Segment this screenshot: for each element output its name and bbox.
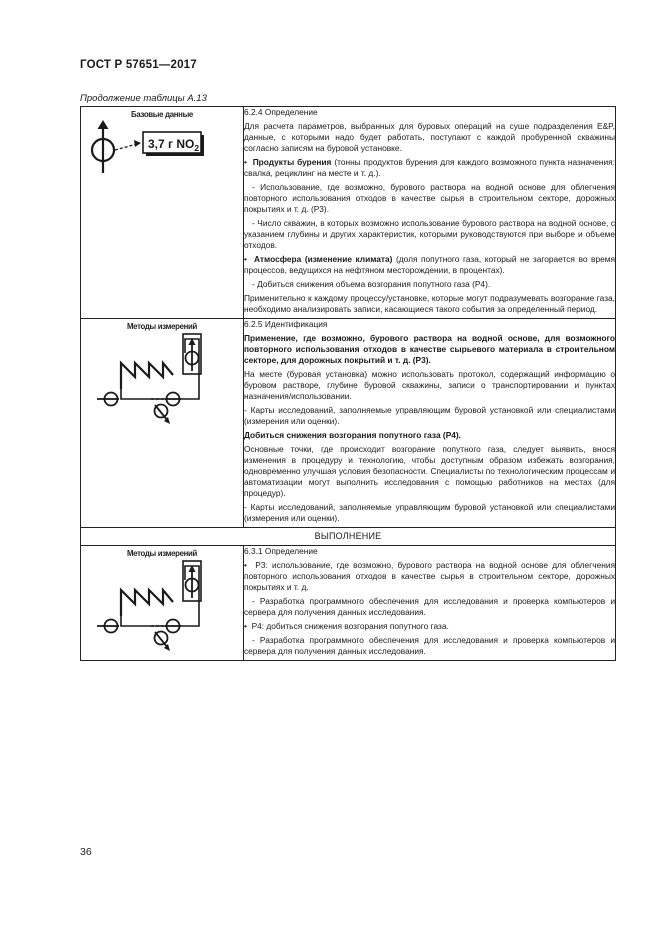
paragraph: - Разработка программного обеспечения для исследования и проверка компьютеров и сервера для получения данных исследования. xyxy=(244,596,615,617)
table-row-base-data xyxy=(81,107,616,319)
page-number: 36 xyxy=(80,846,92,858)
paragraph-bullet: • Атмосфера (изменение климата) (доля попутного газа, который не загорается во время процессов, ведущихся на нефтяном месторождении, в процентах). xyxy=(244,254,615,275)
paragraph: - Добиться снижения объема возгорания попутного газа (Р4). xyxy=(252,279,491,289)
paragraph-bold: Добиться снижения возгорания попутного газа (Р4). xyxy=(244,430,462,440)
data-table xyxy=(80,106,616,661)
measurement-method-diagram xyxy=(81,558,231,654)
diagram-label: Методы измерений xyxy=(126,549,198,558)
standard-header: ГОСТ Р 57651—2017 xyxy=(80,59,197,71)
section-heading: 6.3.1 Определение xyxy=(244,546,318,556)
paragraph-bullet: • Продукты бурения (тонны продуктов бурения для каждого возможного пункта назначения: свалка, рециклинг на месте и т. д.). xyxy=(244,157,615,178)
right-arrowhead-icon xyxy=(134,140,141,147)
sawtooth-signal xyxy=(121,363,173,389)
measurement-method-diagram xyxy=(81,331,231,427)
paragraph: - Число скважин, в которых возможно использование бурового раствора на водной основе, с указанием глубины и других характеристик, которыми руководствуются при выборе и объеме отходов. xyxy=(244,218,615,250)
table-row-identification xyxy=(81,319,616,528)
section-title: ВЫПОЛНЕНИЕ xyxy=(81,528,616,546)
meter-to-value-diagram xyxy=(81,119,231,175)
paragraph-bold: Применение, где возможно, бурового раствора на водной основе, для возможного повторного использования отходов в качестве сырьевого материала в строительном секторе, для дорожных покрытий и т. д. (Р3). xyxy=(244,333,615,365)
diagram-cell xyxy=(81,546,244,661)
diagram-label: Методы измерений xyxy=(126,322,198,331)
dashed-connector xyxy=(115,144,137,150)
table-section-row xyxy=(81,528,616,546)
diagram-cell xyxy=(81,319,244,528)
up-arrowhead-icon xyxy=(98,120,109,129)
diagram-cell xyxy=(81,107,244,319)
paragraph: Для расчета параметров, выбранных для буровых операций на суше подразделения E&P, данные, с которыми надо будет работать, поступают с каждой пробуренной скважины согласно записям на буровой установке. xyxy=(244,121,615,153)
sawtooth-signal xyxy=(121,590,173,616)
paragraph: - Разработка программного обеспечения для исследования и проверка компьютеров и сервера для получения данных исследования. xyxy=(244,635,615,656)
section-heading: 6.2.5 Идентификация xyxy=(244,319,328,329)
paragraph: - Использование, где возможно, бурового раствора на водной основе для облегчения повторного использования отходов в качестве сырья в строительном секторе, дорожных покрытиях и т. д. (Р3). xyxy=(244,182,615,214)
paragraph: - Карты исследований, заполняемые управляющим буровой установкой или специалистами (измерения или оценки). xyxy=(244,502,615,523)
value-text: 3,7 г $NO_2$ xyxy=(148,137,200,153)
diagram-label: Базовые данные xyxy=(131,110,193,119)
paragraph-bullet: • Р4: добиться снижения возгорания попутного газа. xyxy=(244,621,449,631)
paragraph: Основные точки, где происходит возгорание попутного газа, следует выявить, внося изменения в процедуру и технологию, чтобы доступным образом избежать возгорания, одновременно улучшая условия безопасности. Специалисты по технологическим процессам и автоматизации могут выполнить исследования с помощью работников на местах (для процедур). xyxy=(244,444,615,498)
text-cell xyxy=(244,319,616,528)
table-caption: Продолжение таблицы А.13 xyxy=(80,93,207,104)
section-heading: 6.2.4 Определение xyxy=(244,107,318,117)
paragraph: Применительно к каждому процессу/установке, которые могут подразумевать возгорание газа, необходимо анализировать записи, касающиеся такого события за определенный период. xyxy=(244,293,615,314)
paragraph-bullet: • Р3: использование, где возможно, бурового раствора на водной основе для облегчения повторного использования отходов в качестве сырья в строительном секторе, дорожных покрытиях и т. д. xyxy=(244,560,615,592)
table-row-execution xyxy=(81,546,616,661)
paragraph: - Карты исследований, заполняемые управляющим буровой установкой или специалистами (измерения или оценки). xyxy=(244,405,615,426)
text-cell xyxy=(244,107,616,319)
text-cell xyxy=(244,546,616,661)
paragraph: На месте (буровая установка) можно использовать протокол, содержащий информацию о буровом растворе, глубине буровой скважины, записи о транспортировании и пунктах назначения/использовании. xyxy=(244,369,615,401)
